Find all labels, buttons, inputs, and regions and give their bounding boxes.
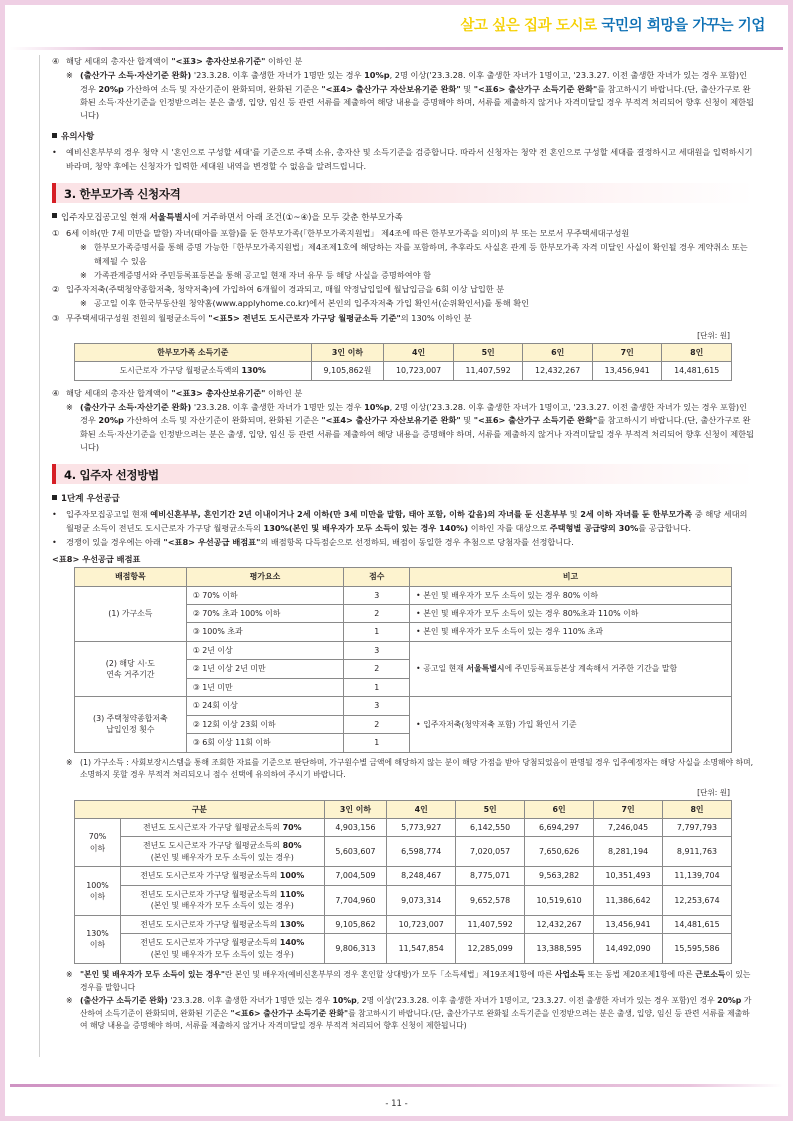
- table8-g1-r0-remark: • 본인 및 배우자가 모두 소득이 있는 경우 80% 이하: [410, 586, 732, 604]
- caution-text: [52, 146, 754, 173]
- section-3-item-1: [52, 227, 754, 240]
- section-3-note-bold-3: 20%p: [98, 415, 124, 426]
- table8-col-0: 배점항목: [75, 568, 187, 586]
- section-accent-bar: [52, 464, 56, 484]
- income-g2-r1-c3: 13,388,595: [525, 934, 594, 964]
- income-col-2: 4인: [387, 800, 456, 818]
- table8-footnote: [52, 757, 754, 782]
- table-row: [75, 867, 732, 885]
- income-g0-r1-label: [120, 837, 324, 867]
- income-g0-r0-c4: 7,246,045: [594, 819, 663, 837]
- top-item-4-text-a: 해당 세대의 총자산 합계액이: [66, 56, 172, 66]
- table8-g1-r2-factor: ③ 100% 초과: [186, 623, 344, 641]
- income-g1-r1-label-a: 전년도 도시근로자 가구당 월평균소득의: [140, 889, 280, 899]
- table5-cell-4: 13,456,941: [592, 362, 662, 380]
- section-3-note-bold-5: "<표6> 출산가구 소득기준 완화": [473, 415, 598, 426]
- top-note-text-1: '23.3.28. 이후 출생한 자녀가 1명만 있는 경우: [191, 70, 365, 81]
- table8-g2-label: [75, 641, 187, 696]
- section-3-item-1-note-1: [52, 241, 754, 268]
- note-marker: ※: [80, 242, 87, 253]
- table5-col-0: 한부모가족 소득기준: [75, 343, 312, 361]
- section-3-note-text-4: 및: [460, 415, 474, 426]
- table8-g3-label: [75, 697, 187, 752]
- income-g1-r1-label-b: 110%: [279, 889, 305, 899]
- income-g0-label-l1: 70%: [88, 832, 107, 842]
- lead-text-1: 입주자모집공고일 현재: [61, 212, 150, 223]
- table5-col-2: 4인: [384, 343, 454, 361]
- income-g2-r1-label-b: 140%: [279, 938, 305, 948]
- page-header: [10, 5, 783, 47]
- income-col-1: 3인 이하: [324, 800, 387, 818]
- note-marker: ※: [80, 269, 87, 280]
- table8-g2-r0-score: 3: [344, 641, 410, 659]
- income-g1-r0-c2: 8,775,071: [456, 867, 525, 885]
- income-g2-r0-c1: 10,723,007: [387, 915, 456, 933]
- income-g0-r0-c5: 7,797,793: [663, 819, 732, 837]
- table8-g1-r1-remark: • 본인 및 배우자가 모두 소득이 있는 경우 80%초과 110% 이하: [410, 605, 732, 623]
- b1-t5: 를 공급합니다.: [638, 522, 691, 533]
- income-g0-r1-c5: 8,911,763: [663, 837, 732, 867]
- table8-caption: <표8> 우선공급 배점표: [52, 554, 141, 565]
- table-row: [75, 885, 732, 915]
- slogan-part-yellow: 살고 싶은 집과 도시로: [460, 18, 602, 34]
- b1-b3: 130%(본인 및 배우자가 모두 소득이 있는 경우 140%): [263, 522, 469, 533]
- income-g1-r0-c4: 10,351,493: [594, 867, 663, 885]
- page-number: - 11 -: [385, 1099, 408, 1109]
- income-g1-label: [75, 867, 121, 915]
- table8-g2-r2-factor: ③ 1년 미만: [186, 678, 344, 696]
- fn1-t2: 또는 동법 제20조제1항에 따른: [585, 970, 696, 980]
- table8-g3-r0-score: 3: [344, 697, 410, 715]
- top-item-4-text-b: 이하인 분: [265, 56, 303, 66]
- caution-heading: [52, 130, 754, 142]
- page-content: [52, 55, 754, 1081]
- table-row-header: [75, 568, 732, 586]
- section-3-item-1-note-2: [52, 269, 754, 282]
- income-g2-r1-label-a: 전년도 도시근로자 가구당 월평균소득의: [140, 938, 280, 948]
- table5-row-label: [75, 362, 312, 380]
- table5-row-label-b: 130%: [241, 366, 266, 376]
- table8-g3-r1-score: 2: [344, 715, 410, 733]
- section-4-footnote-1: [52, 969, 754, 994]
- section-3-item-3-bold: "<표5> 전년도 도시근로자 가구당 월평균소득 기준": [208, 312, 401, 323]
- income-g0-r1-c2: 7,020,057: [456, 837, 525, 867]
- b1-t2: 및: [567, 509, 581, 520]
- table8-g1-r2-remark-text: 본인 및 배우자가 모두 소득이 있는 경우 110% 초과: [423, 627, 604, 637]
- header-slogan: [460, 14, 765, 35]
- section-3-item-4-text-a: 해당 세대의 총자산 합계액이: [66, 387, 172, 398]
- income-g1-r0-c0: 7,004,509: [324, 867, 387, 885]
- income-g1-r1-c1: 9,073,314: [387, 885, 456, 915]
- section-3-item-4: [52, 387, 754, 400]
- fn1-t3: 이 있는 경우를 말합니다: [80, 970, 751, 992]
- table8-g3-r0-factor: ① 24회 이상: [186, 697, 344, 715]
- section-accent-bar: [52, 183, 56, 203]
- note-marker: ※: [66, 402, 73, 413]
- income-g1-r1-c0: 7,704,960: [324, 885, 387, 915]
- section-4-title: 4. 입주자 선정방법: [64, 468, 159, 483]
- table8-g1-r2-remark: • 본인 및 배우자가 모두 소득이 있는 경우 110% 초과: [410, 623, 732, 641]
- section-3-lead: [52, 211, 754, 223]
- income-col-4: 6인: [525, 800, 594, 818]
- section-3-item-2: [52, 283, 754, 296]
- note-marker: ※: [66, 996, 73, 1006]
- section-4-bullet-1: [52, 508, 754, 535]
- table8-footnote-text: (1) 가구소득 : 사회보장시스템을 통해 조회한 자료를 기준으로 판단하며, 가구원수별 금액에 해당하지 않는 분이 해당 가점을 받아 당첨되었음이 판명될 경우 입주예정자는 해당 사실을 소명해야 하며, 소명하지 못할 경우 부적격 처리되오니 점수 선택에 유의하여 주시기 바랍니다.: [80, 757, 754, 780]
- income-g2-r1-c0: 9,806,313: [324, 934, 387, 964]
- table-row-header: [75, 343, 732, 361]
- top-note-bold-1: (출산가구 소득·자산기준 완화): [80, 70, 192, 81]
- fn1-b2: 사업소득: [554, 970, 586, 980]
- table5-col-4: 6인: [523, 343, 593, 361]
- slogan-part-blue: 국민의 희망을 가꾸는 기업: [601, 18, 765, 34]
- income-g1-r0-c5: 11,139,704: [663, 867, 732, 885]
- income-g1-r0-label: [120, 867, 324, 885]
- income-g1-r1-c4: 11,386,642: [594, 885, 663, 915]
- b2-t1: 경쟁이 있을 경우에는 아래: [66, 536, 164, 547]
- table-row: [75, 586, 732, 604]
- income-g2-label-l1: 130%: [86, 928, 109, 938]
- list-marker: ③: [52, 312, 60, 323]
- top-note-bold-3: 20%p: [98, 83, 124, 94]
- table8-g1-r0-factor: ① 70% 이하: [186, 586, 344, 604]
- table-row: [75, 641, 732, 659]
- income-g2-r1-label: [120, 934, 324, 964]
- b1-t4: 이하인 자를 대상으로: [468, 522, 550, 533]
- square-bullet-icon: [52, 133, 57, 138]
- fn2-t3: 가산하여 소득기준이 완화되며, 완화된 기준은: [80, 996, 752, 1018]
- table5-wrapper: [52, 330, 754, 381]
- list-marker: ④: [52, 387, 60, 398]
- income-g1-r0-label-b: 100%: [279, 871, 305, 881]
- table5-col-3: 5인: [453, 343, 523, 361]
- table8-g2-remark-t1: 공고일 현재: [423, 664, 467, 674]
- section-3-note-text-2: , 2명 이상('23.3.28. 이후 출생한 자녀가 1명이고, '23.3.27. 이전 출생한 자녀가 있는 경우 포함)인 경우: [80, 402, 747, 426]
- income-g1-label-l2: 이하: [89, 892, 106, 902]
- list-marker: ②: [52, 284, 60, 295]
- fn2-t4: 를 참고하시기 바랍니다.(단, 출산가구로 완화될 소득기준을 인정받으려는 분은 출생, 입양, 임신 등 관련 서류를 제출하여 해당 내용을 증명해야 하며, 서류를 제출하지 않거나 자격미달일 경우 부적격 처리되어 향후 신청이 제한됩니다): [80, 1008, 750, 1030]
- top-note-text-5: 를 참고하시기 바랍니다.(단, 출산가구로 완화된 소득·자산기준을 인정받으려는 분은 출생, 입양, 임신 등 관련 서류를 제출하여 해당 내용을 증명해야 하며, 서류를 제출하지 않거나 자격미달일 경우 부적격 처리되어 향후 신청이 제한됩니다): [80, 83, 754, 121]
- table8-col-1: 평가요소: [186, 568, 344, 586]
- table8-g1-r0-remark-text: 본인 및 배우자가 모두 소득이 있는 경우 80% 이하: [423, 590, 599, 600]
- top-note: [52, 69, 754, 122]
- table8-g1-r1-factor: ② 70% 초과 100% 이하: [186, 605, 344, 623]
- table8-col-2: 점수: [344, 568, 410, 586]
- table8-g3-r1-factor: ② 12회 이상 23회 이하: [186, 715, 344, 733]
- income-g0-label: [75, 819, 121, 867]
- income-g1-r1-label-sub: (본인 및 배우자가 모두 소득이 있는 경우): [150, 901, 294, 911]
- b1-b2: 2세 이하 자녀를 둔 한부모가족: [580, 509, 693, 520]
- table-row: [75, 915, 732, 933]
- table8-g3-label-l1: (3) 주택청약종합저축: [93, 713, 168, 723]
- table8-col-3: 비고: [410, 568, 732, 586]
- b1-b4: 주택형별 공급량의 30%: [549, 522, 639, 533]
- fn2-b2: 10%p: [332, 996, 357, 1006]
- section-3-item-3: [52, 312, 754, 325]
- income-col-6: 8인: [663, 800, 732, 818]
- table8-g3-remark-text: 입주자저축(청약저축 포함) 가입 확인서 기준: [423, 719, 577, 729]
- lead-text-2: 에 거주하면서 아래 조건(①~④)을 모두 갖춘 한부모가족: [191, 212, 403, 223]
- section-4-sub-label: 1단계 우선공급: [61, 494, 120, 505]
- list-marker: ①: [52, 227, 60, 238]
- table8-g1-label: (1) 가구소득: [75, 586, 187, 641]
- table8-g1-r1-remark-text: 본인 및 배우자가 모두 소득이 있는 경우 80%초과 110% 이하: [423, 609, 639, 618]
- section-4-sub-heading: [52, 492, 754, 504]
- section-3-note-bold-1: (출산가구 소득·자산기준 완화): [80, 402, 192, 413]
- table8-g1-r1-score: 2: [344, 605, 410, 623]
- income-g2-r1-c1: 11,547,854: [387, 934, 456, 964]
- income-g0-r0-c2: 6,142,550: [456, 819, 525, 837]
- top-item-4-bold: "<표3> 총자산보유기준": [171, 56, 266, 66]
- section-4-heading: [52, 464, 754, 484]
- b1-b1: 예비신혼부부, 혼인기간 2년 이내이거나 2세 이하(만 3세 미만을 말함, 태아 포함, 이하 같음)의 자녀를 둔 신혼부부: [150, 509, 568, 520]
- b2-t2: 의 배점항목 다득점순으로 선정하되, 배점이 동일한 경우 추첨으로 당첨자를 선정합니다.: [260, 536, 574, 547]
- section-3-note-text-3: 가산하여 소득 및 자산기준이 완화되며, 완화된 기준은: [123, 415, 322, 426]
- dot-marker: •: [52, 536, 57, 547]
- section-3-note-text-5: 를 참고하시기 바랍니다.(단, 출산가구로 완화된 소득·자산기준을 인정받으려는 분은 출생, 입양, 임신 등 관련 서류를 제출하여 해당 내용을 증명해야 하며, 서류를 제출하지 않거나 자격미달일 경우 부적격 처리되어 향후 신청이 제한됩니다): [80, 415, 754, 452]
- income-g2-label: [75, 915, 121, 963]
- top-note-text-2: , 2명 이상('23.3.28. 이후 출생한 자녀가 1명이고, '23.3.27. 이전 출생한 자녀가 있는 경우 포함)인 경우: [80, 70, 747, 94]
- income-g0-r1-c1: 6,598,774: [387, 837, 456, 867]
- top-note-text-4: 및: [460, 83, 474, 94]
- page-footer: [5, 1099, 788, 1109]
- fn2-b3: 20%p: [717, 996, 742, 1006]
- table8-g1-r2-score: 1: [344, 623, 410, 641]
- table-5-income-standard: [74, 343, 732, 381]
- income-g0-r1-label-a: 전년도 도시근로자 가구당 월평균소득의: [143, 841, 283, 851]
- fn1-b3: 근로소득: [695, 970, 726, 980]
- square-bullet-icon: [52, 495, 57, 500]
- income-standard-table: [74, 800, 732, 965]
- income-g2-r1-c4: 14,492,090: [594, 934, 663, 964]
- list-marker: ④: [52, 56, 60, 66]
- income-g2-label-l2: 이하: [89, 940, 106, 950]
- table5-col-6: 8인: [662, 343, 732, 361]
- section-3-note: [52, 401, 754, 454]
- table8-g2-label-l1: (2) 해당 시·도: [105, 658, 155, 668]
- fn2-b4: "<표6> 출산가구 소득기준 완화": [230, 1008, 349, 1018]
- table8-g2-remark: • 공고일 현재 서울특별시에 주민등록표등본상 계속해서 거주한 기간을 말함: [410, 641, 732, 696]
- b1-t3: 중 해당 세대의 월평균 소득이 전년도 도시근로자 가구당 월평균소득의: [66, 509, 748, 533]
- income-g2-r0-c0: 9,105,862: [324, 915, 387, 933]
- section-3-item-2-note-text: 공고일 이후 한국부동산원 청약홈(www.applyhome.co.kr)에서 본인의 입주자저축 가입 확인서(순위확인서)를 통해 확인: [94, 298, 530, 309]
- income-g0-label-l2: 이하: [89, 843, 106, 853]
- income-g0-r0-label: [120, 819, 324, 837]
- table5-cell-3: 12,432,267: [523, 362, 593, 380]
- income-table-unit-label: [단위: 원]: [697, 787, 730, 797]
- section-3-heading: [52, 183, 754, 203]
- table5-unit-label: [단위: 원]: [697, 330, 730, 340]
- income-col-0: 구분: [75, 800, 325, 818]
- header-divider: [10, 47, 783, 50]
- income-g1-r0-c3: 9,563,282: [525, 867, 594, 885]
- section-3-item-3-text-2: 의 130% 이하인 분: [400, 312, 472, 323]
- square-bullet-icon: [52, 213, 57, 218]
- table8-g2-remark-t2: 에 주민등록표등본상 계속해서 거주한 기간을 말함: [504, 664, 678, 674]
- income-g2-r0-label-b: 130%: [279, 919, 305, 929]
- left-guide-line: [39, 55, 40, 1057]
- table8-g2-r1-score: 2: [344, 660, 410, 678]
- table5-cell-0: 9,105,862원: [311, 362, 384, 380]
- income-g0-r1-c4: 8,281,194: [594, 837, 663, 867]
- section-3-item-1-text: 6세 이하(만 7세 미만을 말함) 자녀(태아를 포함)를 둔 한부모가족(「한부모가족지원법」 제4조에 따른 한부모가족을 의미)의 부 또는 모로서 무주택세대구성원: [66, 227, 630, 238]
- income-g2-r0-c5: 14,481,615: [663, 915, 732, 933]
- income-g0-r0-c0: 4,903,156: [324, 819, 387, 837]
- section-3-item-2-note: [52, 297, 754, 310]
- income-g1-r1-label: [120, 885, 324, 915]
- section-3-note-bold-4: "<표4> 출산가구 자산보유기준 완화": [321, 415, 461, 426]
- income-g1-r0-label-a: 전년도 도시근로자 가구당 월평균소득의: [140, 871, 280, 881]
- section-3-item-4-text-b: 이하인 분: [265, 387, 303, 398]
- fn1-t1: 란 본인 및 배우자(예비신혼부부의 경우 혼인할 상대방)가 모두「소득세법」제19조제1항에 따른: [224, 970, 555, 980]
- top-note-bold-4: "<표4> 출산가구 자산보유기준 완화": [321, 83, 461, 94]
- note-marker: ※: [66, 970, 73, 980]
- caution-text-body: 예비신혼부부의 경우 청약 시 '혼인으로 구성할 세대'를 기준으로 주택 소유, 총자산 및 소득기준을 검증합니다. 따라서 신청자는 청약 전 혼인으로 구성할 세대를 결정하시고 세대원을 입력하시기 바라며, 청약 후에는 신청자가 입력한 세대원 내역을 변경할 수 없음을 알려드립니다.: [66, 147, 753, 171]
- table8-g2-r2-score: 1: [344, 678, 410, 696]
- income-g0-r0-label-a: 전년도 도시근로자 가구당 월평균소득의: [143, 823, 283, 833]
- table5-cell-5: 14,481,615: [662, 362, 732, 380]
- table8-g1-r0-score: 3: [344, 586, 410, 604]
- income-g1-r1-c3: 10,519,610: [525, 885, 594, 915]
- table-row-header: [75, 800, 732, 818]
- income-g1-label-l1: 100%: [86, 880, 109, 890]
- table8-g2-label-l2: 연속 거주기간: [106, 670, 155, 680]
- income-g0-r0-c3: 6,694,297: [525, 819, 594, 837]
- dot-marker: •: [52, 509, 57, 520]
- income-g0-r1-label-b: 80%: [282, 841, 302, 851]
- income-g0-r0-c1: 5,773,927: [387, 819, 456, 837]
- fn1-b1: "본인 및 배우자가 모두 소득이 있는 경우": [80, 970, 225, 980]
- income-g2-r1-label-sub: (본인 및 배우자가 모두 소득이 있는 경우): [150, 949, 294, 959]
- table-row: [75, 837, 732, 867]
- income-col-5: 7인: [594, 800, 663, 818]
- section-3-item-4-bold: "<표3> 총자산보유기준": [171, 387, 266, 398]
- top-note-bold-5: "<표6> 출산가구 소득기준 완화": [473, 83, 598, 94]
- table8-g3-label-l2: 납입인정 횟수: [106, 725, 155, 735]
- income-g0-r1-label-sub: (본인 및 배우자가 모두 소득이 있는 경우): [150, 852, 294, 862]
- section-3-item-1-note-1-text: 한부모가족증명서를 통해 증명 가능한「한부모가족지원법」제4조제1호에 해당하는 자를 포함하며, 추후라도 사실혼 관계 등 한부모가족 자격 미달인 사실이 확인될 경우 계약취소 또는 해제될 수 있음: [94, 242, 748, 266]
- income-g2-r0-c2: 11,407,592: [456, 915, 525, 933]
- fn2-t1: '23.3.28. 이후 출생한 자녀가 1명만 있는 경우: [167, 996, 333, 1006]
- table-row: [75, 362, 732, 380]
- dot-marker: •: [52, 147, 57, 158]
- income-col-3: 5인: [456, 800, 525, 818]
- income-g2-r0-label: [120, 915, 324, 933]
- income-g2-r0-c3: 12,432,267: [525, 915, 594, 933]
- section-3-item-1-note-2-text: 가족관계증명서와 주민등록표등본을 통해 공고일 현재 자녀 유무 등 해당 사실을 증명하여야 함: [94, 269, 432, 280]
- income-g1-r1-c2: 9,652,578: [456, 885, 525, 915]
- top-item-4: [52, 55, 754, 68]
- fn2-b1: (출산가구 소득기준 완화): [80, 996, 168, 1006]
- top-note-bold-2: 10%p: [364, 70, 390, 81]
- table5-col-5: 7인: [592, 343, 662, 361]
- b2-b1: "<표8> 우선공급 배점표": [163, 536, 261, 547]
- table5-cell-1: 10,723,007: [384, 362, 454, 380]
- caution-heading-label: 유의사항: [61, 132, 95, 143]
- section-3-title: 3. 한부모가족 신청자격: [64, 186, 181, 201]
- section-3-note-bold-2: 10%p: [364, 402, 390, 413]
- income-g0-r0-label-b: 70%: [282, 823, 302, 833]
- table-row: [75, 934, 732, 964]
- table8-g2-remark-b1: 서울특별시: [466, 664, 505, 674]
- table-8-priority-score: [74, 567, 732, 753]
- income-table-wrapper: [52, 787, 754, 965]
- b1-t1: 입주자모집공고일 현재: [66, 509, 151, 520]
- section-3-item-2-text: 입주자저축(주택청약종합저축, 청약저축)에 가입하여 6개월이 경과되고, 매월 약정납입일에 월납입금을 6회 이상 납입한 분: [66, 284, 505, 295]
- income-g2-r0-c4: 13,456,941: [594, 915, 663, 933]
- section-4-footnote-2: [52, 995, 754, 1032]
- table5-col-1: 3인 이하: [311, 343, 384, 361]
- note-marker: ※: [80, 298, 87, 309]
- income-g1-r1-c5: 12,253,674: [663, 885, 732, 915]
- table8-wrapper: [52, 567, 754, 753]
- income-g0-r1-c0: 5,603,607: [324, 837, 387, 867]
- section-3-item-3-text-1: 무주택세대구성원 전원의 월평균소득이: [66, 312, 209, 323]
- table8-g3-remark: • 입주자저축(청약저축 포함) 가입 확인서 기준: [410, 697, 732, 752]
- table5-cell-2: 11,407,592: [453, 362, 523, 380]
- table8-g3-r2-factor: ③ 6회 이상 11회 이하: [186, 734, 344, 752]
- lead-bold-1: 서울특별시: [149, 212, 191, 223]
- income-g2-r0-label-a: 전년도 도시근로자 가구당 월평균소득의: [140, 919, 280, 929]
- section-4-bullet-2: [52, 536, 754, 549]
- table5-row-label-a: 도시근로자 가구당 월평균소득액의: [119, 366, 242, 376]
- table-row: [75, 819, 732, 837]
- note-marker: ※: [66, 757, 73, 767]
- income-g1-r0-c1: 8,248,467: [387, 867, 456, 885]
- income-g2-r1-c5: 15,595,586: [663, 934, 732, 964]
- note-marker: ※: [66, 70, 73, 81]
- income-g2-r1-c2: 12,285,099: [456, 934, 525, 964]
- table8-g2-r1-factor: ② 1년 이상 2년 미만: [186, 660, 344, 678]
- section-3-note-text-1: '23.3.28. 이후 출생한 자녀가 1명만 있는 경우: [191, 402, 365, 413]
- top-note-text-3: 가산하여 소득 및 자산기준이 완화되며, 완화된 기준은: [123, 83, 322, 94]
- footer-divider: [10, 1084, 783, 1087]
- table8-g2-r0-factor: ① 2년 이상: [186, 641, 344, 659]
- table8-g3-r2-score: 1: [344, 734, 410, 752]
- income-g0-r1-c3: 7,650,626: [525, 837, 594, 867]
- table-row: [75, 697, 732, 715]
- fn2-t2: , 2명 이상('23.3.28. 이후 출생한 자녀가 1명이고, '23.3.27. 이전 출생한 자녀가 있는 경우 포함)인 경우: [356, 996, 718, 1006]
